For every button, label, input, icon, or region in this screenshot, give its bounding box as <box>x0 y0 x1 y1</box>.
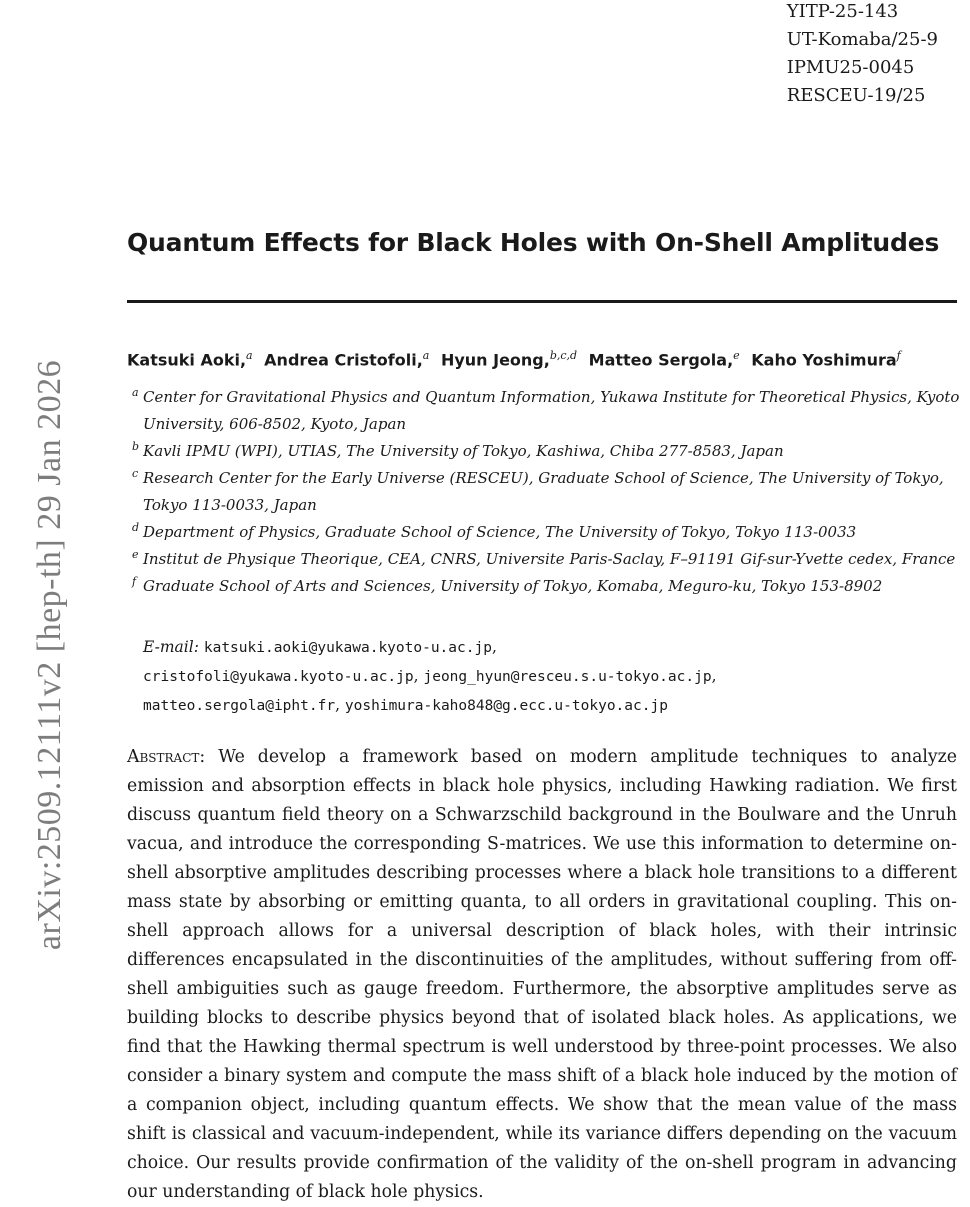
abstract-heading: Abstract <box>127 747 200 767</box>
affiliation <box>127 573 962 600</box>
affiliation-text: Institut de Physique Theorique, CEA, CNRS, Universite Paris-Saclay, F–91191 Gif-sur-Yvette cedex, France <box>143 550 956 568</box>
email-link[interactable]: jeong_hyun@resceu.s.u-tokyo.ac.jp <box>423 669 712 685</box>
arxiv-stamp[interactable]: arXiv:2509.12111v2 [hep-th] 29 Jan 2026 <box>31 359 68 951</box>
email-label: E-mail: <box>143 638 199 656</box>
author-affil-mark: a <box>422 349 430 362</box>
author-affil-mark: a <box>246 349 253 362</box>
affiliation <box>127 546 962 573</box>
affiliation-mark: e <box>132 548 139 561</box>
paper-title: Quantum Effects for Black Holes with On-Shell Amplitudes <box>127 228 940 257</box>
author-name: Kaho Yoshimura <box>751 350 897 370</box>
affiliation-text: Department of Physics, Graduate School of Science, The University of Tokyo, Tokyo 113-0033 <box>143 523 857 541</box>
affiliation-mark: c <box>132 467 139 480</box>
report-number: IPMU25-0045 <box>786 57 915 78</box>
author-name: Andrea Cristofoli, <box>264 350 423 370</box>
report-number: RESCEU-19/25 <box>786 85 926 106</box>
author-affil-mark: f <box>896 349 901 362</box>
affiliation <box>127 438 962 465</box>
email-link[interactable]: yoshimura-kaho848@g.ecc.u-tokyo.ac.jp <box>344 698 668 714</box>
abstract: Abstract: We develop a framework based on modern amplitude techniques to analyze emission and absorption effects in black hole physics, including Hawking radiation. We first discuss quantum field theory on a Schwarzschild background in the Boulware and the Unruh vacua, and introduce the corresponding S-matrices. We use this information to determine on-shell absorptive amplitudes describing processes where a black hole transitions to a different mass state by absorbing or emitting quanta, to all orders in gravitational coupling. This on-shell approach allows for a universal description of black holes, with their intrinsic differences encapsulated in the discontinuities of the amplitudes, without suffering from off-shell ambiguities such as gauge freedom. Furthermore, the absorptive amplitudes serve as building blocks to describe physics beyond that of isolated black holes. As applications, we find that the Hawking thermal spectrum is well understood by three-point processes. We also consider a binary system and compute the mass shift of a black hole induced by the motion of a companion object, including quantum effects. We show that the mean value of the mass shift is classical and vacuum-independent, while its variance differs depending on the vacuum choice. Our results provide confirmation of the validity of the on-shell program in advancing our understanding of black hole physics. <box>127 747 957 1202</box>
affiliation-text: Research Center for the Early Universe (RESCEU), Graduate School of Science, The University of Tokyo, Tokyo 113-0033, Japan <box>143 469 944 514</box>
affiliation-text: Kavli IPMU (WPI), UTIAS, The University of Tokyo, Kashiwa, Chiba 277-8583, Japan <box>143 442 784 460</box>
abstract-text: We develop a framework based on modern amplitude techniques to analyze emission and absorption effects in black hole physics, including Hawking radiation. We first discuss quantum field theory on a Schwarzschild background in the Boulware and the Unruh vacua, and introduce the corresponding S-matrices. We use this information to determine on-shell absorptive amplitudes describing processes where a black hole transitions to a different mass state by absorbing or emitting quanta, to all orders in gravitational coupling. This on-shell approach allows for a universal description of black holes, with their intrinsic differences encapsulated in the discontinuities of the amplitudes, without suffering from off-shell ambiguities such as gauge freedom. Furthermore, the absorptive amplitudes serve as building blocks to describe physics beyond that of isolated black holes. As applications, we find that the Hawking thermal spectrum is well understood by three-point processes. We also consider a binary system and compute the mass shift of a black hole induced by the motion of a companion object, including quantum effects. We show that the mean value of the mass shift is classical and vacuum-independent, while its variance differs depending on the vacuum choice. Our results provide confirmation of the validity of the on-shell program in advancing our understanding of black hole physics. <box>127 747 957 1202</box>
author-affil-mark: e <box>733 349 740 362</box>
author-name: Matteo Sergola, <box>588 350 734 370</box>
affiliation-mark: b <box>132 440 140 453</box>
email-link[interactable]: katsuki.aoki@yukawa.kyoto-u.ac.jp <box>203 640 492 656</box>
author-list <box>127 349 907 369</box>
affiliation-mark: d <box>132 521 140 534</box>
report-number: UT-Komaba/25-9 <box>786 29 938 50</box>
affiliation <box>127 384 962 438</box>
email-link[interactable]: matteo.sergola@ipht.fr <box>143 698 336 714</box>
report-number: YITP-25-143 <box>786 1 899 22</box>
affiliation-mark: f <box>132 575 137 588</box>
affiliation <box>127 519 962 546</box>
email-block: E-mail: katsuki.aoki@yukawa.kyoto-u.ac.jp, cristofoli@yukawa.kyoto-u.ac.jp, jeong_hyun@resceu.s.u-tokyo.ac.jp, matteo.sergola@ipht.fr, yoshimura-kaho848@g.ecc.u-tokyo.ac.jp <box>143 638 717 714</box>
author-name: Hyun Jeong, <box>440 350 550 370</box>
author-affil-mark: b,c,d <box>549 349 578 362</box>
report-numbers <box>787 0 938 110</box>
affiliation-text: Graduate School of Arts and Sciences, University of Tokyo, Komaba, Meguro-ku, Tokyo 153-8902 <box>143 577 883 595</box>
affiliation-list <box>127 384 962 600</box>
author-name: Katsuki Aoki, <box>127 350 247 370</box>
affiliation <box>127 465 962 519</box>
title-divider <box>127 300 957 303</box>
affiliation-mark: a <box>132 386 139 399</box>
affiliation-text: Center for Gravitational Physics and Quantum Information, Yukawa Institute for Theoretical Physics, Kyoto University, 606-8502, Kyoto, Japan <box>143 388 960 433</box>
email-link[interactable]: cristofoli@yukawa.kyoto-u.ac.jp <box>143 669 414 685</box>
